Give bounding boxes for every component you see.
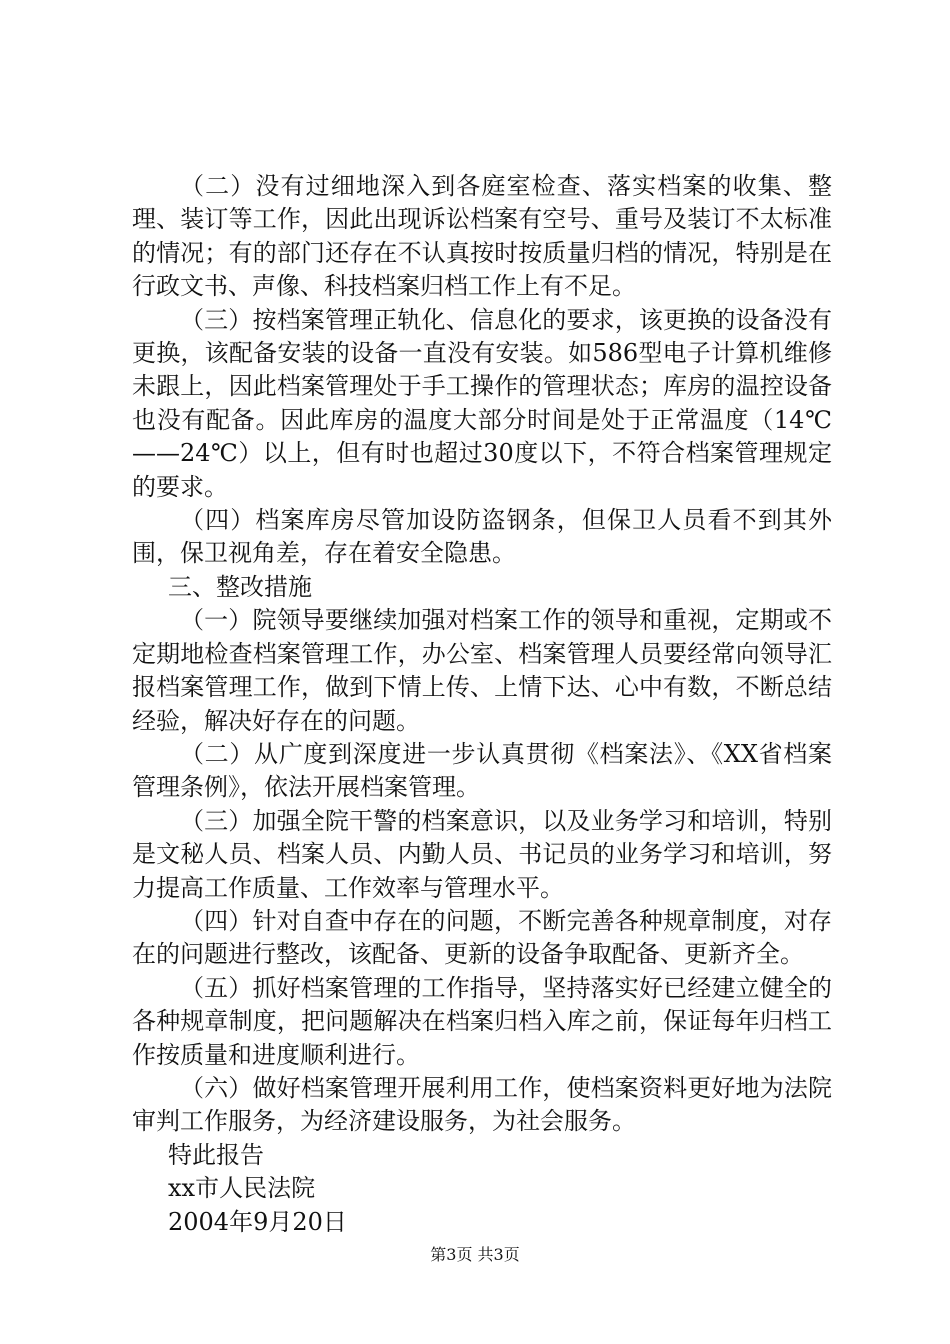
paragraph-measure-2: （二）从广度到深度进一步认真贯彻《档案法》、《XX省档案管理条例》，依法开展档案管理。	[132, 739, 832, 802]
paragraph-problem-2: （二）没有过细地深入到各庭室检查、落实档案的收集、整理、装订等工作，因此出现诉讼档案有空号、重号及装订不太标准的情况；有的部门还存在不认真按时按质量归档的情况，特别是在行政文书、声像、科技档案归档工作上有不足。	[132, 172, 832, 301]
document-body	[132, 170, 832, 1239]
paragraph-measure-3: （三）加强全院干警的档案意识，以及业务学习和培训，特别是文秘人员、档案人员、内勤人员、书记员的业务学习和培训，努力提高工作质量、工作效率与管理水平。	[132, 806, 832, 902]
page-footer	[0, 1245, 950, 1265]
paragraph-measure-6: （六）做好档案管理开展利用工作，使档案资料更好地为法院审判工作服务，为经济建设服务，为社会服务。	[132, 1073, 832, 1136]
page-number: 第3页 共3页	[430, 1245, 520, 1264]
paragraph-problem-4: （四）档案库房尽管加设防盗钢条，但保卫人员看不到其外围，保卫视角差，存在着安全隐患。	[132, 506, 832, 568]
section-heading: 三、整改措施	[168, 572, 312, 601]
closing-date: 2004年9月20日	[168, 1207, 347, 1236]
closing-organization: xx市人民法院	[168, 1174, 316, 1203]
paragraph-measure-5: （五）抓好档案管理的工作指导，坚持落实好已经建立健全的各种规章制度，把问题解决在档案归档入库之前，保证每年归档工作按质量和进度顺利进行。	[132, 973, 832, 1069]
paragraph-measure-1: （一）院领导要继续加强对档案工作的领导和重视，定期或不定期地检查档案管理工作，办公室、档案管理人员要经常向领导汇报档案管理工作，做到下情上传、上情下达、心中有数，不断总结经验，解决好存在的问题。	[132, 606, 832, 735]
paragraph-measure-4: （四）针对自查中存在的问题，不断完善各种规章制度，对存在的问题进行整改，该配备、更新的设备争取配备、更新齐全。	[132, 906, 832, 969]
paragraph-problem-3: （三）按档案管理正轨化、信息化的要求，该更换的设备没有更换，该配备安装的设备一直没有安装。如586型电子计算机维修未跟上，因此档案管理处于手工操作的管理状态；库房的温控设备也没有配备。因此库房的温度大部分时间是处于正常温度（14℃——24℃）以上，但有时也超过30度以下，不符合档案管理规定的要求。	[132, 305, 832, 501]
closing-report: 特此报告	[168, 1140, 264, 1169]
